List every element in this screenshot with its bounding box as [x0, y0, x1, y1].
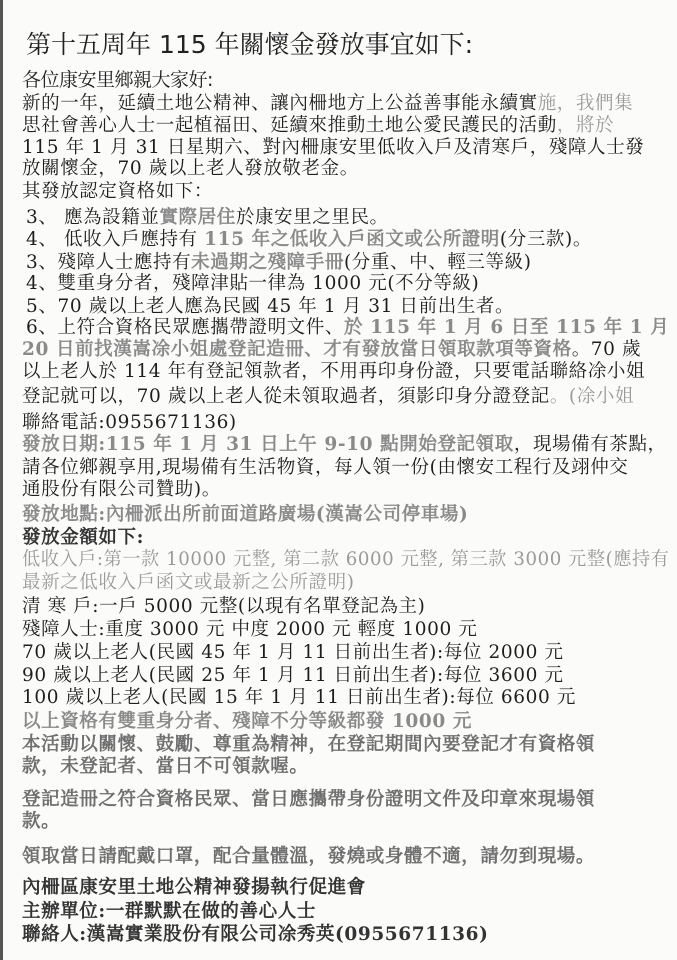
- text-segment: 聯絡電話:0955671136): [22, 412, 237, 433]
- text-segment: 低收入戶:第一款 10000 元整, 第二款 6000 元整, 第三款 3000 元整(應持有: [22, 549, 670, 570]
- text-line: [22, 412, 237, 434]
- text-segment: 通股份有限公司贊助)。: [22, 479, 221, 500]
- text-line: [22, 386, 634, 408]
- text-line: [22, 619, 477, 641]
- text-line: [22, 924, 488, 946]
- text-segment: 各位康安里鄉親大家好:: [22, 69, 213, 91]
- text-segment: 主辦單位:一群默默在做的善心人士: [22, 901, 316, 922]
- text-line: [22, 457, 628, 479]
- text-segment: 於 115 年 1 月 6 日至 115 年 1 月: [343, 317, 670, 338]
- text-line: [26, 229, 592, 251]
- text-segment: 施，我們集: [537, 93, 634, 114]
- text-segment: 最新之低收入戶函文或最新之公所證明): [22, 572, 355, 593]
- text-segment: (分三款)。: [499, 229, 592, 250]
- text-segment: 未過期之殘障手冊: [191, 252, 344, 273]
- text-segment: ，現場備有茶點，: [513, 434, 667, 455]
- text-segment: 領取當日請配戴口罩，配合量體溫，發燒或身體不適，請勿到現場。: [22, 846, 596, 867]
- text-segment: 請各位鄉親享用,現場備有生活物資，每人領一份(由懷安工程行及翊仲交: [22, 457, 629, 478]
- text-segment: 登記就可以，70 歲以上老人從未領取過者，須影印身分證登記: [22, 386, 550, 407]
- text-line: [22, 527, 144, 549]
- text-line: [22, 665, 564, 687]
- text-segment: 6、上符合資格民眾應攜帶證明文件、: [26, 317, 344, 338]
- text-segment: 本活動以關懷、鼓勵、尊重為精神，在登記期間內要登記才有資格領: [22, 734, 596, 755]
- text-segment: 以上老人於 114 年有登記領款者，不用再印身份證，只要電話聯絡凃小姐: [22, 361, 646, 382]
- text-line: [22, 642, 564, 664]
- text-line: [22, 687, 576, 709]
- text-segment: 款。: [22, 811, 61, 832]
- text-segment: 70 歲以上老人(民國 45 年 1 月 11 日前出生者):每位 2000 元: [22, 642, 564, 663]
- text-line: [22, 811, 60, 833]
- text-line: [22, 158, 359, 180]
- text-segment: 3、殘障人士應持有: [26, 252, 192, 273]
- text-line: [22, 434, 667, 456]
- text-segment: 放關懷金，70 歲以上老人發放敬老金。: [22, 158, 359, 179]
- text-line: [26, 273, 479, 295]
- text-segment: 90 歲以上老人(民國 25 年 1 月 11 日前出生者):每位 3600 元: [22, 665, 564, 686]
- text-line: [22, 479, 221, 501]
- text-line: [26, 296, 514, 318]
- text-line: [22, 549, 669, 571]
- greeting: [22, 69, 213, 91]
- text-segment: 思社會善心人士一起植福田、延續來推動土地公愛民護民的活動: [22, 115, 557, 136]
- scan-edge: [0, 0, 3, 960]
- text-line: [26, 252, 532, 274]
- text-segment: 4、 低收入戶應持有: [26, 229, 205, 250]
- text-segment: 於康安里之里民。: [235, 207, 389, 228]
- text-segment: 聯絡人:漢嵩實業股份有限公司凃秀英(0955671136): [22, 924, 489, 945]
- text-segment: 內柵區康安里土地公精神發揚執行促進會: [22, 877, 366, 898]
- text-segment: 115 年 1 月 31 日星期六、對內柵康安里低收入戶及清寒戶，殘障人士發: [22, 137, 645, 158]
- text-line: [22, 572, 355, 594]
- text-line: [26, 317, 669, 339]
- text-segment: 115 年之低收入戶函文或公所證明: [204, 229, 500, 250]
- text-line: [22, 877, 366, 899]
- text-segment: 以上資格有雙重身分者、殘障不分等級都發 1000 元: [22, 711, 472, 732]
- text-segment: 3、 應為設籍並: [26, 207, 160, 228]
- text-segment: 20 日前找漢嵩凃小姐處登記造冊、才有發放當日領取款項等資格: [22, 339, 572, 360]
- text-segment: 款，未登記者、當日不可領款喔。: [22, 756, 309, 777]
- text-line: [22, 711, 472, 733]
- text-segment: 發放日期:115 年 1 月 31 日上午 9-10 點開始登記領取: [22, 434, 514, 455]
- text-line: [22, 846, 595, 868]
- text-line: [22, 789, 595, 811]
- text-segment: (分重、中、輕三等級): [343, 252, 532, 273]
- text-line: [22, 504, 468, 526]
- text-segment: 新的一年，延續土地公精神、讓內柵地方上公益善事能永續實: [22, 93, 538, 114]
- text-segment: 100 歲以上老人(民國 15 年 1 月 11 日前出生者):每位 6600 元: [22, 687, 576, 708]
- text-segment: 發放金額如下:: [22, 527, 145, 548]
- text-segment: 。70 歲: [571, 339, 642, 360]
- text-line: [22, 339, 641, 361]
- text-line: [22, 361, 645, 383]
- text-line: [22, 756, 309, 778]
- text-line: [22, 596, 425, 618]
- text-segment: 5、70 歲以上老人應為民國 45 年 1 月 31 日前出生者。: [26, 296, 515, 317]
- text-line: [22, 734, 595, 756]
- text-line: [22, 93, 633, 115]
- text-segment: 登記造冊之符合資格民眾、當日應攜帶身份證明文件及印章來現場領: [22, 789, 596, 810]
- text-segment: 清 寒 戶:一戶 5000 元整(以現有名單登記為主): [22, 596, 426, 617]
- text-line: [22, 901, 316, 923]
- text-segment: 實際居住: [159, 207, 236, 228]
- text-segment: 其發放認定資格如下：: [22, 181, 214, 202]
- text-segment: 發放地點:內柵派出所前面道路廣場(漢嵩公司停車場): [22, 504, 469, 525]
- document-title: [26, 30, 473, 60]
- text-segment: 殘障人士:重度 3000 元 中度 2000 元 輕度 1000 元: [22, 619, 478, 640]
- text-segment: 第十五周年 115 年關懷金發放事宜如下:: [26, 30, 474, 59]
- text-segment: ，將於: [556, 115, 615, 136]
- text-line: [22, 115, 614, 137]
- text-line: [22, 137, 644, 159]
- text-segment: 4、雙重身分者，殘障津貼一律為 1000 元(不分等級): [26, 273, 480, 294]
- text-line: [26, 207, 389, 229]
- text-segment: 。(凃小姐: [549, 386, 635, 407]
- text-line: [22, 181, 213, 203]
